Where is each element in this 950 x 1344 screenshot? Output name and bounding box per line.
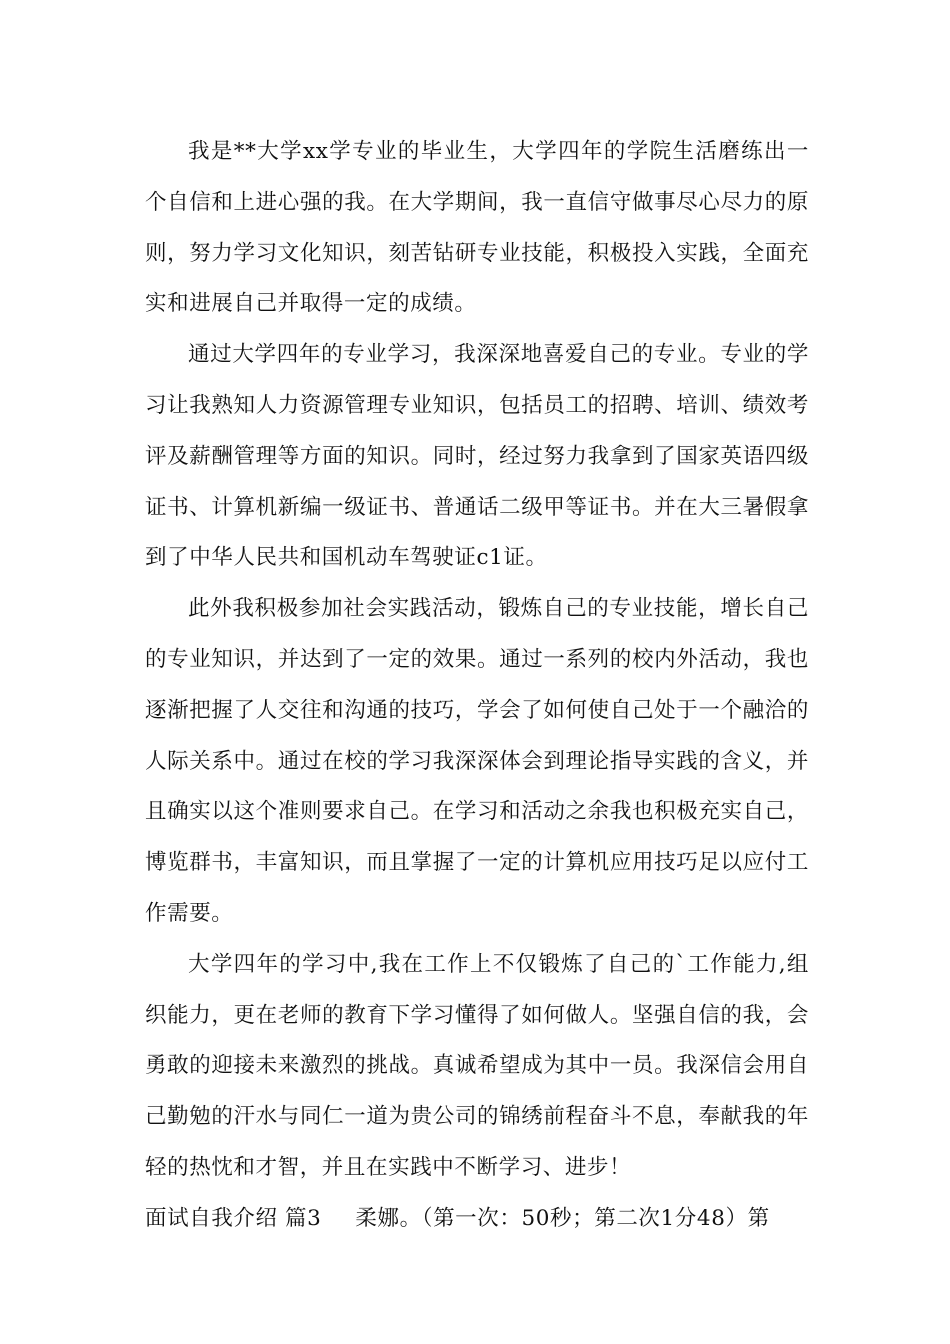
paragraph-4: 大学四年的学习中,我在工作上不仅锻炼了自己的`工作能力,组织能力，更在老师的教育下学习懂得了如何做人。坚强自信的我，会勇敢的迎接未来激烈的挑战。真诚希望成为其中一员。我深信会用自己勤勉的汗水与同仁一道为贵公司的锦绣前程奋斗不息，奉献我的年轻的热忱和才智，并且在实践中不断学习、进步！ [145,951,809,1180]
section-line [145,1194,809,1245]
paragraph-2: 通过大学四年的专业学习，我深深地喜爱自己的专业。专业的学习让我熟知人力资源管理专业知识，包括员工的招聘、培训、绩效考评及薪酬管理等方面的知识。同时，经过努力我拿到了国家英语四级证书、计算机新编一级证书、普通话二级甲等证书。并在大三暑假拿到了中华人民共和国机动车驾驶证c1证。 [145,342,809,571]
document-body [145,127,809,1245]
paragraph-1: 我是**大学xx学专业的毕业生，大学四年的学院生活磨练出一个自信和上进心强的我。在大学期间，我一直信守做事尽心尽力的原则，努力学习文化知识，刻苦钻研专业技能，积极投入实践，全面充实和进展自己并取得一定的成绩。 [145,139,809,317]
paragraph-3: 此外我积极参加社会实践活动，锻炼自己的专业技能，增长自己的专业知识，并达到了一定的效果。通过一系列的校内外活动，我也逐渐把握了人交往和沟通的技巧，学会了如何使自己处于一个融洽的人际关系中。通过在校的学习我深深体会到理论指导实践的含义，并且确实以这个准则要求自己。在学习和活动之余我也积极充实自己，博览群书，丰富知识，而且掌握了一定的计算机应用技巧足以应付工作需要。 [145,596,809,926]
section-text: 柔娜。（第一次：50秒；第二次1分48）第 [355,1205,770,1231]
section-heading: 面试自我介绍 篇3 [145,1205,322,1231]
